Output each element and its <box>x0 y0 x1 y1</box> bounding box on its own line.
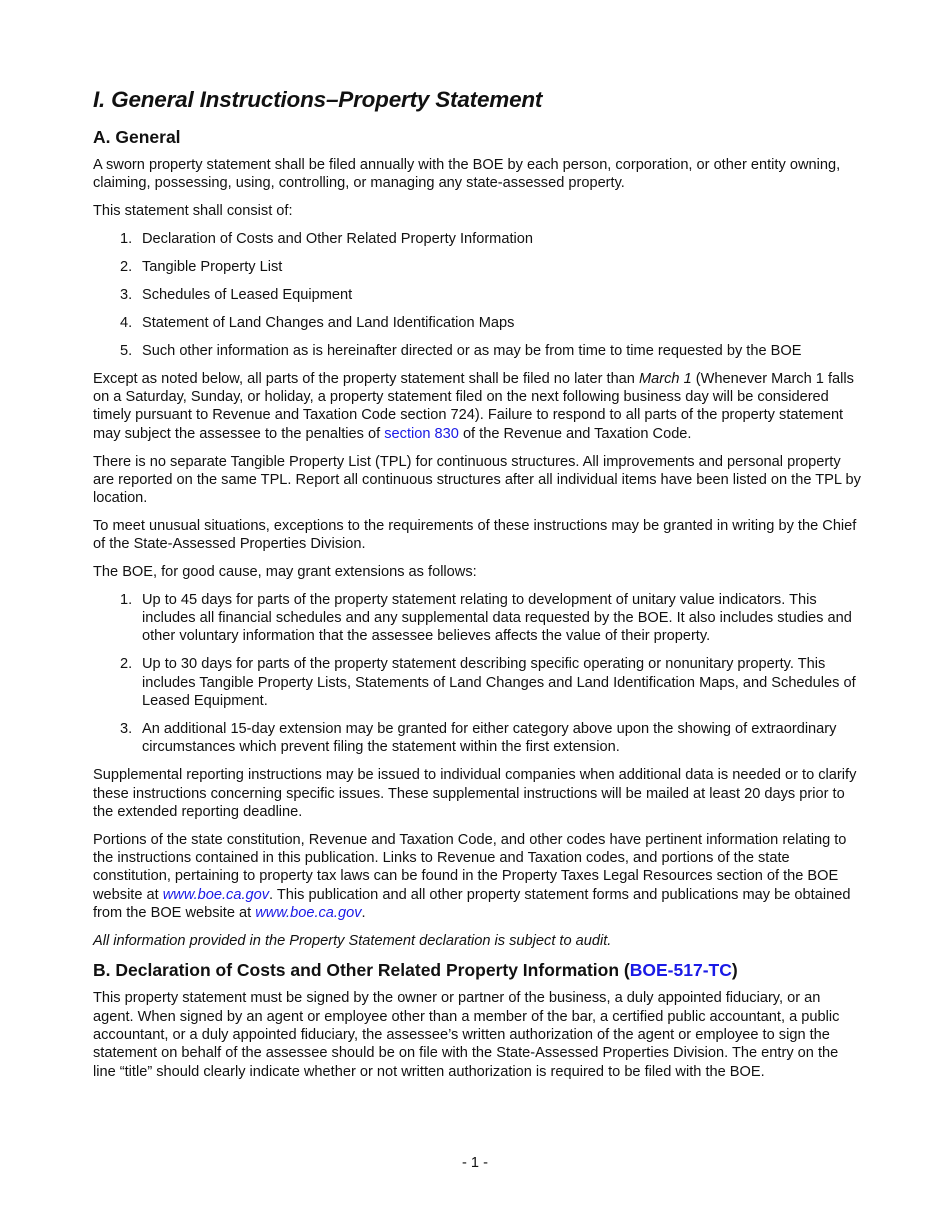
list-item <box>93 314 861 332</box>
section-a-heading: A. General <box>93 127 181 147</box>
list-text: Declaration of Costs and Other Related Property Information <box>142 230 533 247</box>
page-number: - 1 - <box>462 1155 488 1171</box>
paragraph: Supplemental reporting instructions may be issued to individual companies when additional data is needed or to clarify these instructions concerning specific issues. These supplemental instructions will be mailed at least 20 days prior to the extended reporting deadline. <box>93 767 857 820</box>
boe-517-tc-link[interactable]: BOE-517-TC <box>629 960 732 981</box>
text-segment: (Whenever March 1 falls on a Saturday, Sunday, or holiday, a property statement filed on the next following business day will be considered timely pursuant to Revenue and Taxation Code section 724). Failure to respond to all parts of the property statement may subject the assessee to the penalties of <box>93 370 854 442</box>
list-number: 1. <box>120 230 133 247</box>
list-number: 1. <box>120 591 133 608</box>
paragraph: This property statement must be signed by the owner or partner of the business, a duly appointed fiduciary, or an agent. When signed by an agent or employee other than a member of the bar, a certified public accountant, a public accountant, or a duly appointed fiduciary, the assessee’s written authorization of the agent or employee to sign the statement on behalf of the assessee should be on file with the State-Assessed Properties Division. The entry on the line “title” should clearly indicate whether or not written authorization is required to be filed with the BOE. <box>93 990 840 1080</box>
audit-note: All information provided in the Property Statement declaration is subject to audit. <box>93 932 612 949</box>
heading-text: ) <box>731 960 738 981</box>
list-number: 3. <box>120 286 133 303</box>
list-number: 2. <box>120 258 133 275</box>
section-b-heading <box>93 959 861 981</box>
boe-website-link[interactable]: www.boe.ca.gov <box>162 886 270 903</box>
paragraph: A sworn property statement shall be filed annually with the BOE by each person, corporation, or other entity owning, claiming, possessing, using, controlling, or managing any state-assessed property. <box>93 157 841 192</box>
list-text: An additional 15-day extension may be granted for either category above upon the showing of extraordinary circumstances which prevent filing the statement within the first extension. <box>142 720 837 756</box>
legal-resources-paragraph <box>93 831 861 922</box>
list-text: Statement of Land Changes and Land Identification Maps <box>142 314 515 331</box>
deadline-date: March 1 <box>638 370 692 387</box>
page-title: I. General Instructions–Property Statement <box>93 87 543 112</box>
text-segment: . This publication and all other property statement forms and publications may be obtained from the BOE website at <box>93 886 851 921</box>
document-page <box>93 86 861 1090</box>
list-text: Up to 45 days for parts of the property statement relating to development of unitary value indicators. This includes all financial schedules and any supplemental data requested by the BOE. It also includes studies and other voluntary information that the assessee believes affects the value of their property. <box>142 591 852 645</box>
list-item <box>93 342 861 360</box>
boe-website-link[interactable]: www.boe.ca.gov <box>255 904 362 921</box>
list-item <box>93 655 861 710</box>
paragraph: The BOE, for good cause, may grant extensions as follows: <box>93 563 477 580</box>
heading-text: B. Declaration of Costs and Other Related Property Information ( <box>93 960 630 981</box>
text-segment: . <box>361 904 366 921</box>
text-segment: Except as noted below, all parts of the property statement shall be filed no later than <box>93 370 639 387</box>
text-segment: of the Revenue and Taxation Code. <box>458 425 692 442</box>
list-text: Tangible Property List <box>142 258 283 275</box>
paragraph: This statement shall consist of: <box>93 203 293 220</box>
text-segment: Portions of the state constitution, Revenue and Taxation Code, and other codes have pertinent information relating to the instructions contained in this publication. Links to Revenue and Taxation codes, and portions of the state constitution, pertaining to property tax laws can be found in the Property Taxes Legal Resources section of the BOE website at <box>93 831 847 903</box>
list-text: Schedules of Leased Equipment <box>142 286 353 303</box>
paragraph: To meet unusual situations, exceptions to the requirements of these instructions may be granted in writing by the Chief of the State-Assessed Properties Division. <box>93 517 857 553</box>
extensions-list <box>93 591 861 757</box>
list-text: Such other information as is hereinafter directed or as may be from time to time requested by the BOE <box>142 342 802 359</box>
list-number: 3. <box>120 720 133 737</box>
filing-deadline-paragraph <box>93 370 861 443</box>
list-item <box>93 591 861 646</box>
list-number: 5. <box>120 342 133 359</box>
list-text: Up to 30 days for parts of the property statement describing specific operating or nonunitary property. This includes Tangible Property Lists, Statements of Land Changes and Land Identification Maps, and Schedules of Leased Equipment. <box>142 656 856 709</box>
list-item <box>93 258 861 276</box>
paragraph: There is no separate Tangible Property List (TPL) for continuous structures. All improvements and personal property are reported on the same TPL. Report all continuous structures after all individual items have been listed on the TPL by location. <box>93 453 861 507</box>
list-item <box>93 286 861 304</box>
list-number: 2. <box>120 656 133 673</box>
section-830-link[interactable]: section 830 <box>384 425 459 442</box>
statement-parts-list <box>93 230 861 360</box>
list-item <box>93 230 861 248</box>
list-number: 4. <box>120 314 133 331</box>
list-item <box>93 720 861 757</box>
